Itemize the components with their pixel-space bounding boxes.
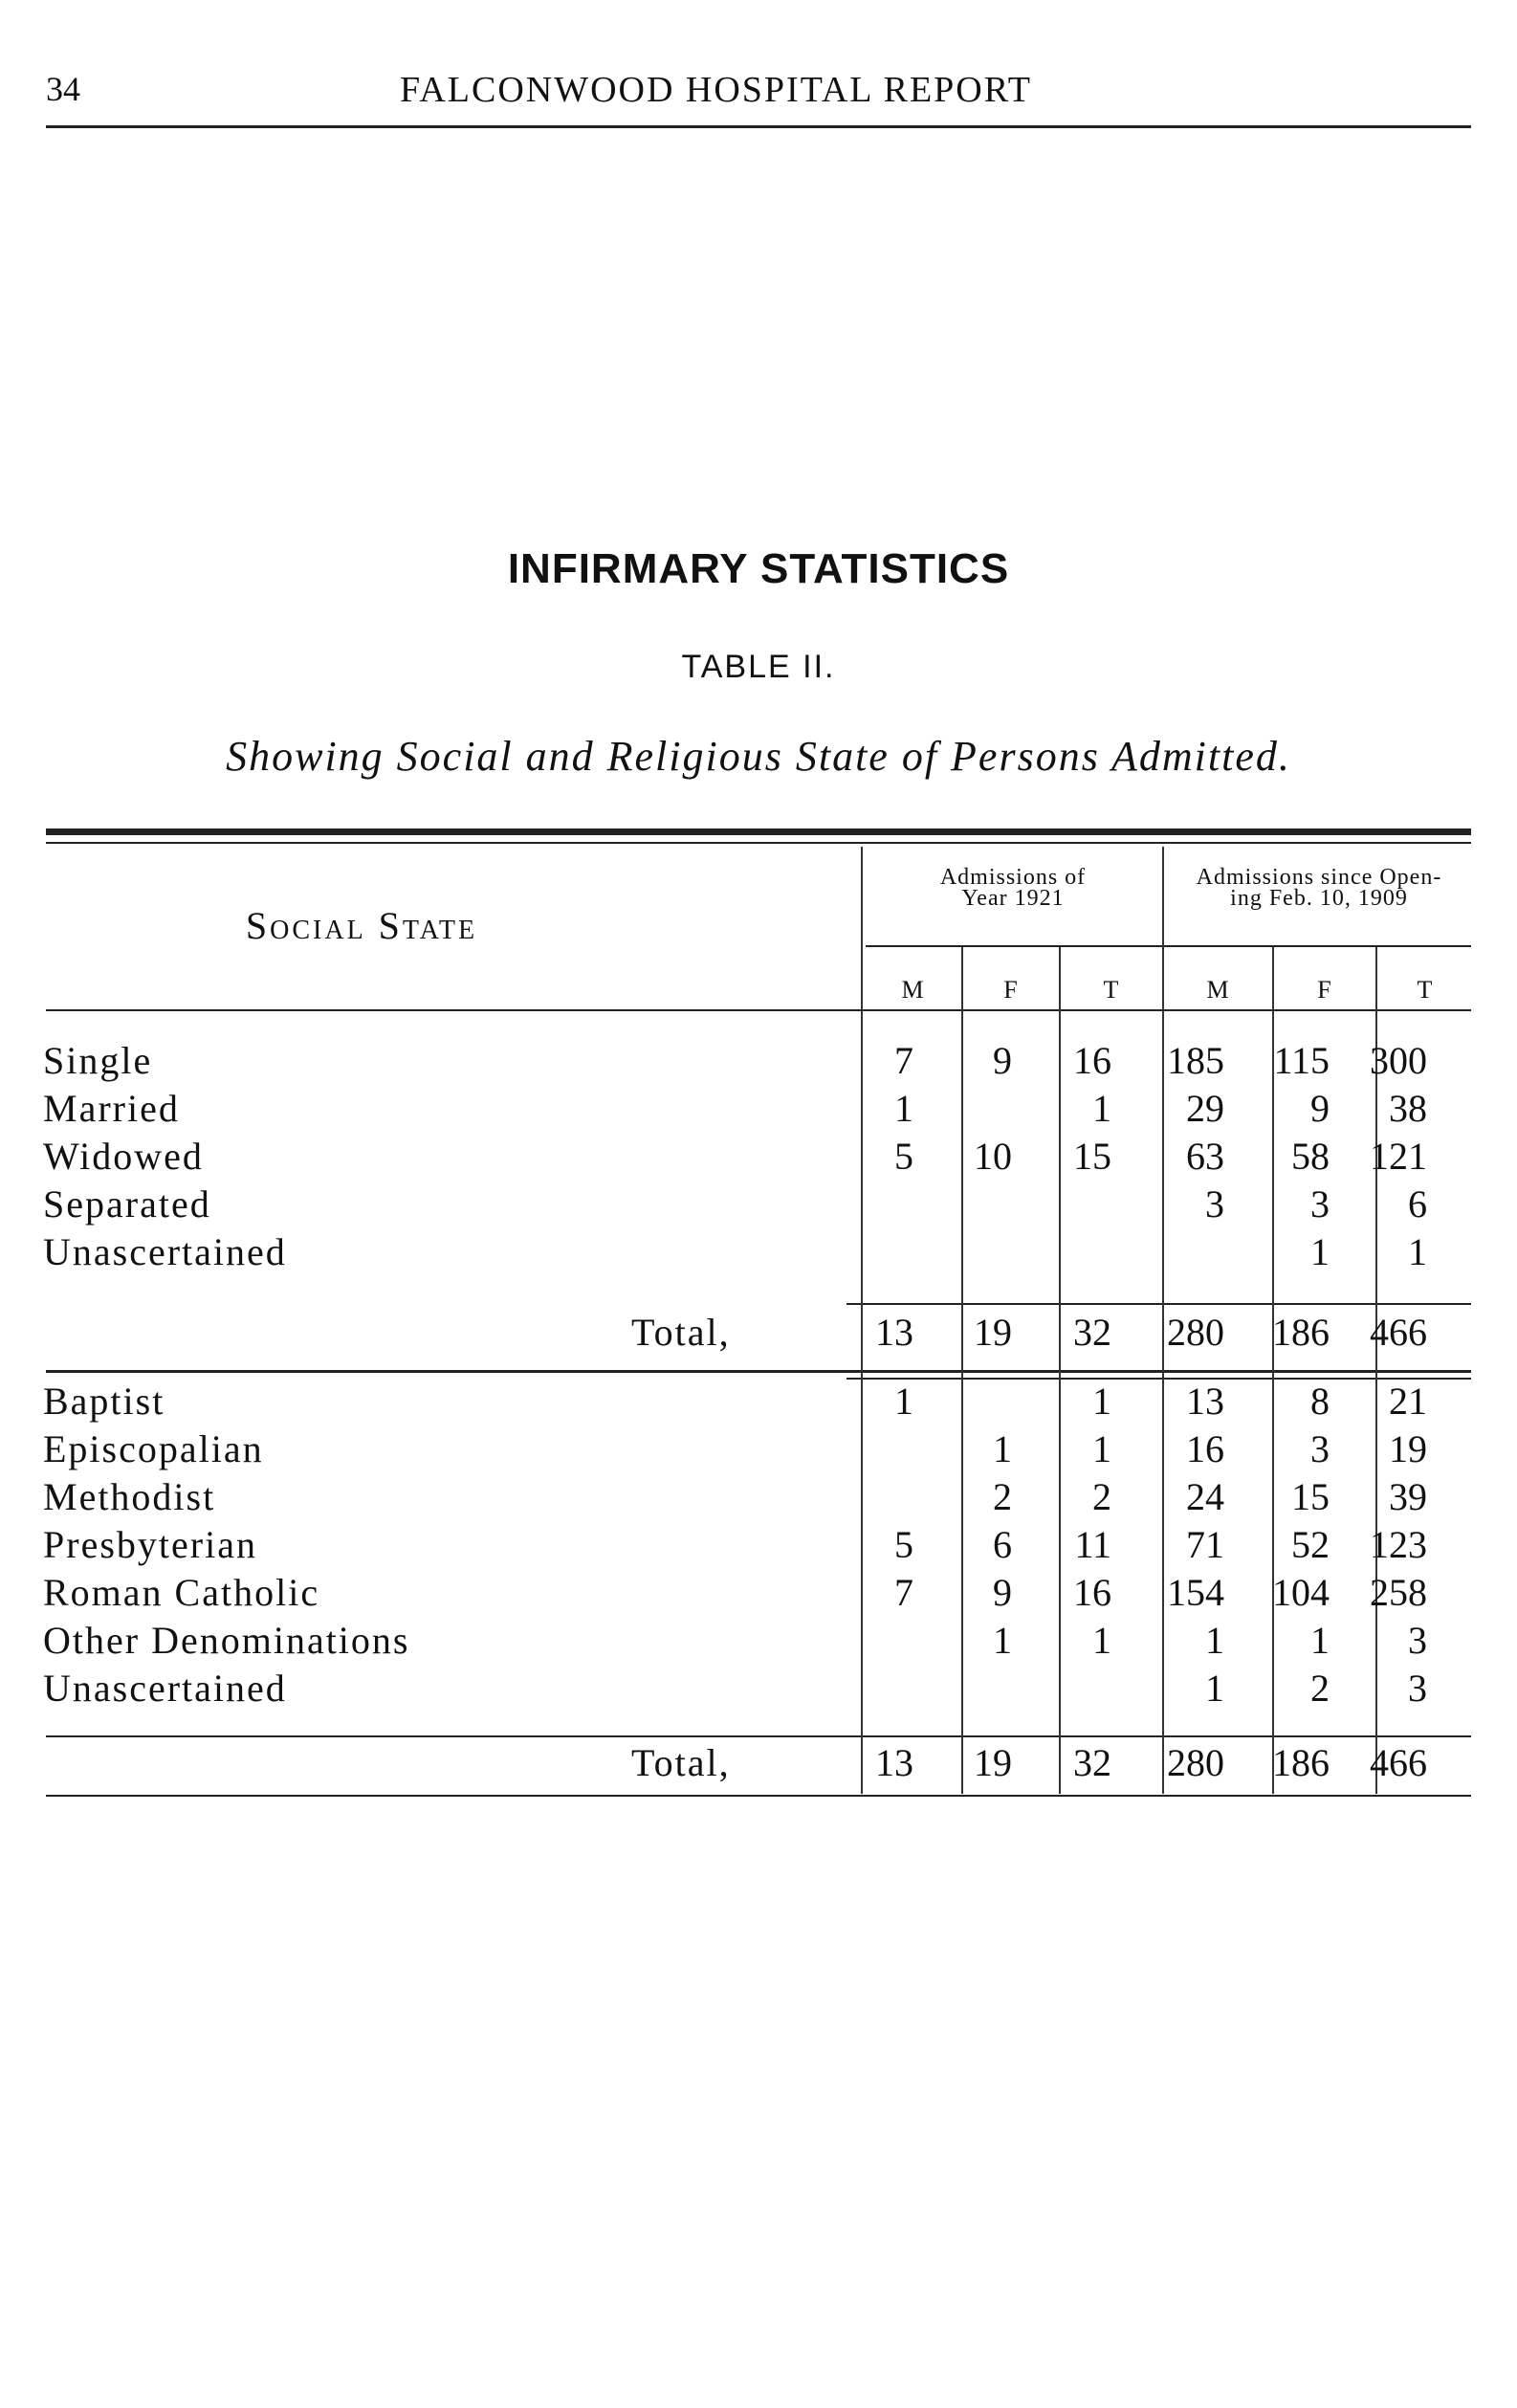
- table-cell: 24: [1186, 1475, 1224, 1518]
- table-cell: 9: [993, 1039, 1012, 1082]
- table-cell: 1: [993, 1619, 1012, 1662]
- table-cell: 63: [1186, 1135, 1224, 1178]
- row-label: Presbyterian: [43, 1523, 257, 1566]
- table-cell: 15: [1291, 1475, 1330, 1518]
- title-block: [0, 545, 1517, 781]
- column-header: F: [1317, 976, 1331, 1004]
- table-cell: 1: [1092, 1427, 1111, 1470]
- row-label: Baptist: [43, 1380, 165, 1423]
- column-header: T: [1103, 976, 1119, 1004]
- group-header-since-opening-line-2: ing Feb. 10, 1909: [1230, 886, 1408, 911]
- table-top-rule: [46, 828, 1471, 835]
- row-label: Separated: [43, 1182, 211, 1226]
- total-label: Total,: [631, 1311, 731, 1354]
- religious-total-rule-upper: [46, 1735, 1471, 1737]
- table-cell: 16: [1073, 1039, 1111, 1082]
- table-cell: 6: [1408, 1182, 1427, 1226]
- row-label: Unascertained: [43, 1667, 287, 1710]
- table-cell: 3: [1310, 1182, 1330, 1226]
- table-row: [0, 1569, 1517, 1617]
- table-cell: 7: [894, 1039, 913, 1082]
- table-cell: 1: [894, 1380, 913, 1423]
- table-cell: 32: [1073, 1741, 1111, 1784]
- table-cell: 186: [1272, 1311, 1330, 1354]
- table-cell: 58: [1291, 1135, 1330, 1178]
- table-number: TABLE II.: [681, 649, 836, 685]
- social-subtotal-rule: [846, 1303, 1471, 1305]
- table-cell: 2: [1310, 1667, 1330, 1710]
- table-cell: 1: [1205, 1619, 1224, 1662]
- table-cell: 3: [1408, 1667, 1427, 1710]
- table-cell: 3: [1310, 1427, 1330, 1470]
- total-label: Total,: [631, 1741, 731, 1784]
- table-row: [0, 1085, 1517, 1133]
- row-label: Episcopalian: [43, 1427, 264, 1470]
- running-head: [46, 69, 1471, 130]
- group-header-rule: [866, 945, 1471, 947]
- table-cell: 21: [1389, 1380, 1427, 1423]
- group-header-1921-line-1: Admissions of: [939, 865, 1087, 890]
- table-cell: 15: [1073, 1135, 1111, 1178]
- table-cell: 280: [1167, 1311, 1224, 1354]
- header-rule: [46, 125, 1471, 128]
- table-cell: 115: [1273, 1039, 1330, 1082]
- table-cell: 38: [1389, 1087, 1427, 1130]
- table-cell: 16: [1073, 1571, 1111, 1614]
- table-row: [0, 1521, 1517, 1569]
- table-row: [0, 1425, 1517, 1473]
- table-cell: 13: [875, 1741, 913, 1784]
- table-cell: 10: [974, 1135, 1012, 1178]
- table-row: [0, 1617, 1517, 1665]
- group-header-since-opening-line-1: Admissions since Open-: [1196, 865, 1442, 890]
- table-cell: 16: [1186, 1427, 1224, 1470]
- table-cell: 39: [1389, 1475, 1427, 1518]
- table-cell: 154: [1167, 1571, 1224, 1614]
- table-cell: 123: [1370, 1523, 1427, 1566]
- table-cell: 19: [1389, 1427, 1427, 1470]
- table-cell: 258: [1370, 1571, 1427, 1614]
- table-cell: 19: [974, 1741, 1012, 1784]
- column-header: T: [1417, 976, 1433, 1004]
- table-row: [0, 1133, 1517, 1181]
- table-row: [0, 1228, 1517, 1276]
- table-cell: 1: [1092, 1380, 1111, 1423]
- table-cell: 1: [1310, 1230, 1330, 1273]
- table-cell: 11: [1074, 1523, 1111, 1566]
- table-cell: 1: [1092, 1619, 1111, 1662]
- page-number: 34: [46, 70, 80, 108]
- main-title: INFIRMARY STATISTICS: [507, 545, 1010, 592]
- table-cell: 71: [1186, 1523, 1224, 1566]
- table-cell: 280: [1167, 1741, 1224, 1784]
- table-cell: 1: [1310, 1619, 1330, 1662]
- table-cell: 8: [1310, 1380, 1330, 1423]
- table-row: [0, 1378, 1517, 1425]
- table-cell: 13: [875, 1311, 913, 1354]
- table-top-thin-rule: [46, 842, 1471, 844]
- total-row: [0, 1739, 1517, 1787]
- table-cell: 6: [993, 1523, 1012, 1566]
- table-cell: 9: [993, 1571, 1012, 1614]
- table-cell: 1: [993, 1427, 1012, 1470]
- table-row: [0, 1181, 1517, 1228]
- table-cell: 466: [1370, 1741, 1427, 1784]
- table-subtitle: Showing Social and Religious State of Persons Admitted.: [226, 733, 1291, 780]
- table-cell: 300: [1370, 1039, 1427, 1082]
- table-cell: 1: [894, 1087, 913, 1130]
- table-cell: 19: [974, 1311, 1012, 1354]
- group-header-since-opening: [1165, 867, 1473, 909]
- row-label: Other Denominations: [43, 1619, 410, 1662]
- row-label: Widowed: [43, 1135, 204, 1178]
- table-cell: 466: [1370, 1311, 1427, 1354]
- table-cell: 5: [894, 1135, 913, 1178]
- group-header-1921-line-2: Year 1921: [961, 886, 1065, 911]
- table-cell: 5: [894, 1523, 913, 1566]
- row-label: Unascertained: [43, 1230, 287, 1273]
- table-row: [0, 1473, 1517, 1521]
- row-label: Single: [43, 1039, 153, 1082]
- social-total-rule: [46, 1370, 1471, 1373]
- table-cell: 3: [1408, 1619, 1427, 1662]
- group-header-1921: [866, 867, 1160, 909]
- row-label: Methodist: [43, 1475, 216, 1518]
- row-label: Married: [43, 1087, 180, 1130]
- row-header-social-state: Social State: [245, 904, 478, 947]
- table-cell: 13: [1186, 1380, 1224, 1423]
- table-row: [0, 1037, 1517, 1085]
- table-cell: 2: [1092, 1475, 1111, 1518]
- table-row: [0, 1665, 1517, 1712]
- table-cell: 3: [1205, 1182, 1224, 1226]
- column-header: M: [901, 976, 924, 1004]
- table-cell: 1: [1205, 1667, 1224, 1710]
- total-row: [0, 1309, 1517, 1357]
- row-label: Roman Catholic: [43, 1571, 320, 1614]
- table-cell: 186: [1272, 1741, 1330, 1784]
- report-title: FALCONWOOD HOSPITAL REPORT: [400, 70, 1033, 110]
- table-cell: 121: [1370, 1135, 1427, 1178]
- table-cell: 1: [1092, 1087, 1111, 1130]
- table-bottom-rule: [46, 1795, 1471, 1797]
- column-header: M: [1206, 976, 1229, 1004]
- table-cell: 7: [894, 1571, 913, 1614]
- column-header-rule: [46, 1009, 1471, 1011]
- table-cell: 29: [1186, 1087, 1224, 1130]
- column-header: F: [1003, 976, 1018, 1004]
- table-cell: 1: [1408, 1230, 1427, 1273]
- table-cell: 32: [1073, 1311, 1111, 1354]
- table-cell: 52: [1291, 1523, 1330, 1566]
- table-cell: 9: [1310, 1087, 1330, 1130]
- table-cell: 104: [1272, 1571, 1330, 1614]
- table-cell: 185: [1167, 1039, 1224, 1082]
- table-cell: 2: [993, 1475, 1012, 1518]
